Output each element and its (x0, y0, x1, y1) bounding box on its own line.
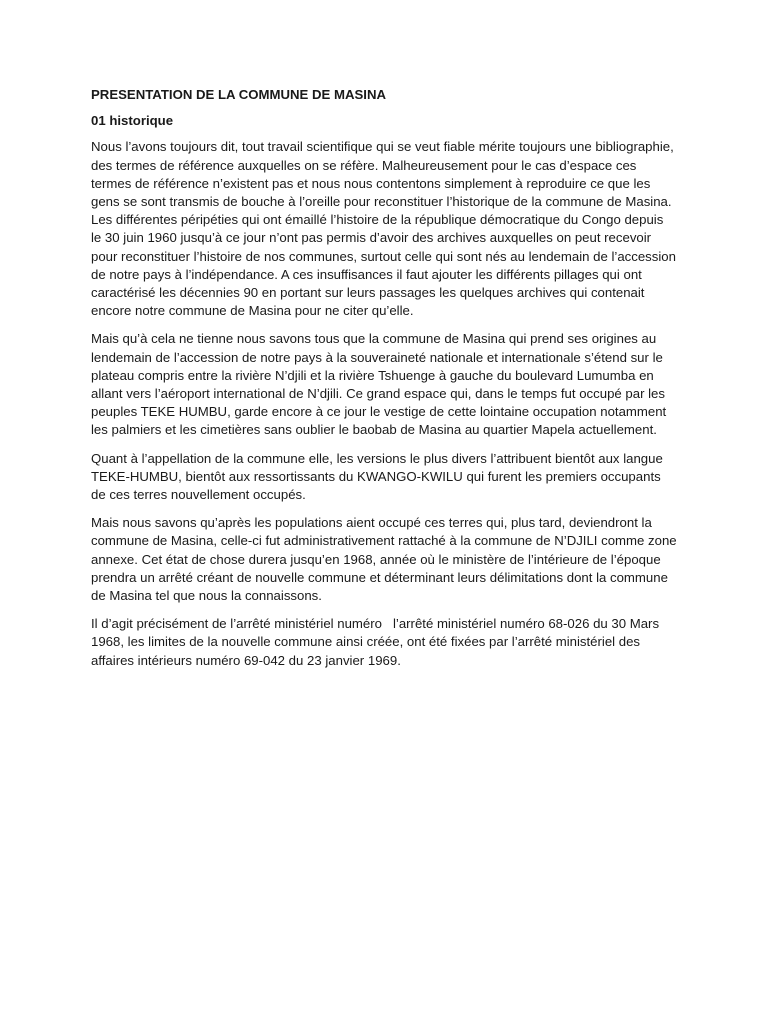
paragraph-2: Mais qu’à cela ne tienne nous savons tous que la commune de Masina qui prend ses origines au lendemain de l’accession de notre pays à la souveraineté nationale et internationale s’étend sur le plateau compris entre la rivière N’djili et la rivière Tshuenge à gauche du boulevard Lumumba en allant vers l’aéroport international de N’djili. Ce grand espace qui, dans le temps fut occupé par les peuples TEKE HUMBU, garde encore à ce jour le vestige de cette lointaine occupation notamment les palmiers et les cimetières sans oublier le baobab de Masina au quartier Mapela actuellement. (91, 331, 667, 438)
paragraph-3: Quant à l’appellation de la commune elle, les versions le plus divers l’attribuent bientôt aux langue TEKE-HUMBU, bientôt aux ressortissants du KWANGO-KWILU qui furent les premiers occupants de ces terres nouvellement occupés. (91, 450, 663, 503)
paragraph-5: Il d’agit précisément de l’arrêté ministériel numéro l’arrêté ministériel numéro 68-026 du 30 Mars 1968, les limites de la nouvelle commune ainsi créée, ont été fixées par l’arrêté ministériel des affaires intérieurs numéro 69-042 du 23 janvier 1969. (91, 616, 663, 668)
paragraph-1: Nous l’avons toujours dit, tout travail scientifique qui se veut fiable mérite toujours une bibliographie, des termes de référence auxquelles on se réfère. Malheureusement pour le cas d’espace ces termes de référence n’existent pas et nous nous contentons simplement à reproduire ce que les gens se sont transmis de bouche à l’oreille pour reconstituer l’historique de la commune de Masina. Les différentes péripéties qui ont émaillé l’histoire de la république démocratique du Congo depuis le 30 juin 1960 jusqu’à ce jour n’ont pas permis d’avoir des archives auxquelles on peut recevoir pour reconstituer l’histoire de nos communes, surtout celle qui sont nés au lendemain de l’accession de notre pays à l’indépendance. A ces insuffisances il faut ajouter les différents pillages qui ont caractérisé les décennies 90 en portant sur leurs passages les quelques archives qui contenait encore notre commune de Masina pour ne citer qu’elle. (91, 139, 676, 319)
document-title: PRESENTATION DE LA COMMUNE DE MASINA (91, 87, 387, 102)
section-heading: 01 historique (91, 113, 174, 129)
document-page (91, 86, 677, 680)
paragraph-4: Mais nous savons qu’après les populations aient occupé ces terres qui, plus tard, deviendront la commune de Masina, celle-ci fut administrativement rattaché à la commune de N’DJILI comme zone annexe. Cet état de chose durera jusqu’en 1968, année où le ministère de l’intérieure de l’époque prendra un arrêté créant de nouvelle commune et déterminant leurs délimitations dont la commune de Masina tel que nous la connaissons. (91, 515, 677, 604)
